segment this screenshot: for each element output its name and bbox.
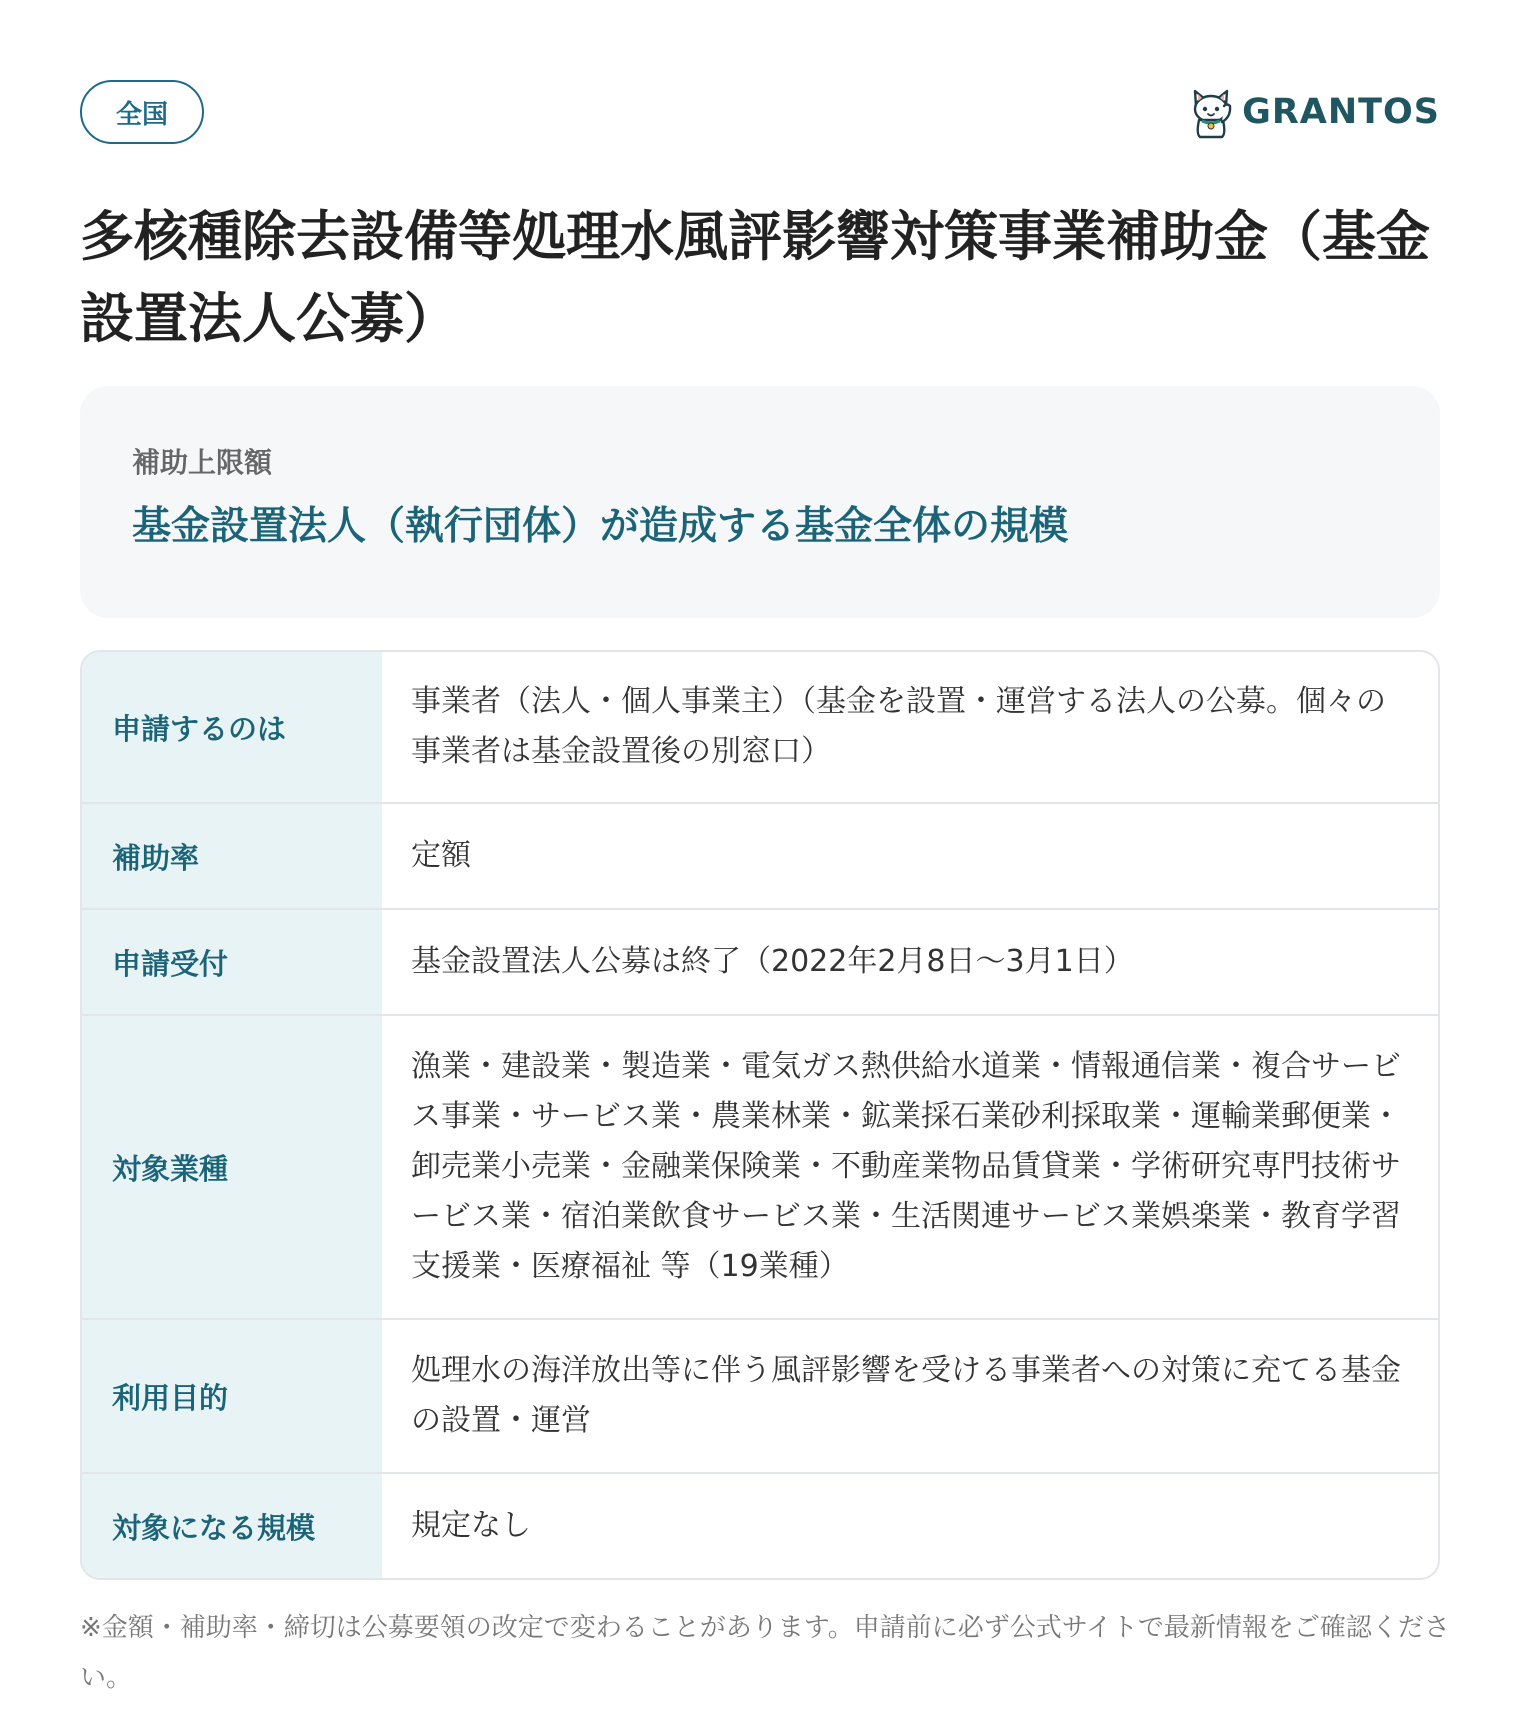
row-label: 対象業種	[82, 1016, 382, 1318]
table-row-applicant	[82, 652, 1438, 802]
region-badge: 全国	[80, 80, 204, 144]
row-label: 補助率	[82, 804, 382, 908]
table-row-purpose	[82, 1318, 1438, 1472]
table-row-industries	[82, 1014, 1438, 1318]
row-value: 処理水の海洋放出等に伴う風評影響を受ける事業者への対策に充てる基金の設置・運営	[411, 1353, 1401, 1438]
subsidy-limit-card	[80, 386, 1440, 618]
disclaimer-note: ※金額・補助率・締切は公募要領の改定で変わることがあります。申請前に必ず公式サイトで最新情報をご確認ください。	[80, 1613, 1450, 1693]
row-value: 漁業・建設業・製造業・電気ガス熱供給水道業・情報通信業・複合サービス事業・サービス業・農業林業・鉱業採石業砂利採取業・運輸業郵便業・卸売業小売業・金融業保険業・不動産業物品賃貸業・学術研究専門技術サービス業・宿泊業飲食サービス業・生活関連サービス業娯楽業・教育学習支援業・医療福祉 等（19業種）	[411, 1049, 1401, 1284]
details-table	[80, 650, 1440, 1580]
row-label: 申請するのは	[82, 652, 382, 802]
table-row-application-period	[82, 908, 1438, 1014]
row-label: 申請受付	[82, 910, 382, 1014]
table-row-target-scale	[82, 1472, 1438, 1578]
maneki-neko-cat-icon	[1186, 84, 1236, 140]
row-label: 利用目的	[82, 1320, 382, 1472]
brand-logo[interactable]	[1186, 82, 1440, 142]
page-title: 多核種除去設備等処理水風評影響対策事業補助金（基金設置法人公募）	[80, 205, 1430, 350]
table-row-subsidy-rate	[82, 802, 1438, 908]
brand-name: GRANTOS	[1242, 92, 1440, 132]
row-value: 規定なし	[411, 1508, 531, 1543]
subsidy-limit-label: 補助上限額	[132, 446, 273, 479]
subsidy-limit-value: 基金設置法人（執行団体）が造成する基金全体の規模	[132, 504, 1069, 549]
row-value: 定額	[411, 838, 471, 873]
row-label: 対象になる規模	[82, 1474, 382, 1578]
row-value: 基金設置法人公募は終了（2022年2月8日〜3月1日）	[411, 944, 1134, 979]
row-value: 事業者（法人・個人事業主）（基金を設置・運営する法人の公募。個々の事業者は基金設置後の別窓口）	[411, 684, 1386, 769]
